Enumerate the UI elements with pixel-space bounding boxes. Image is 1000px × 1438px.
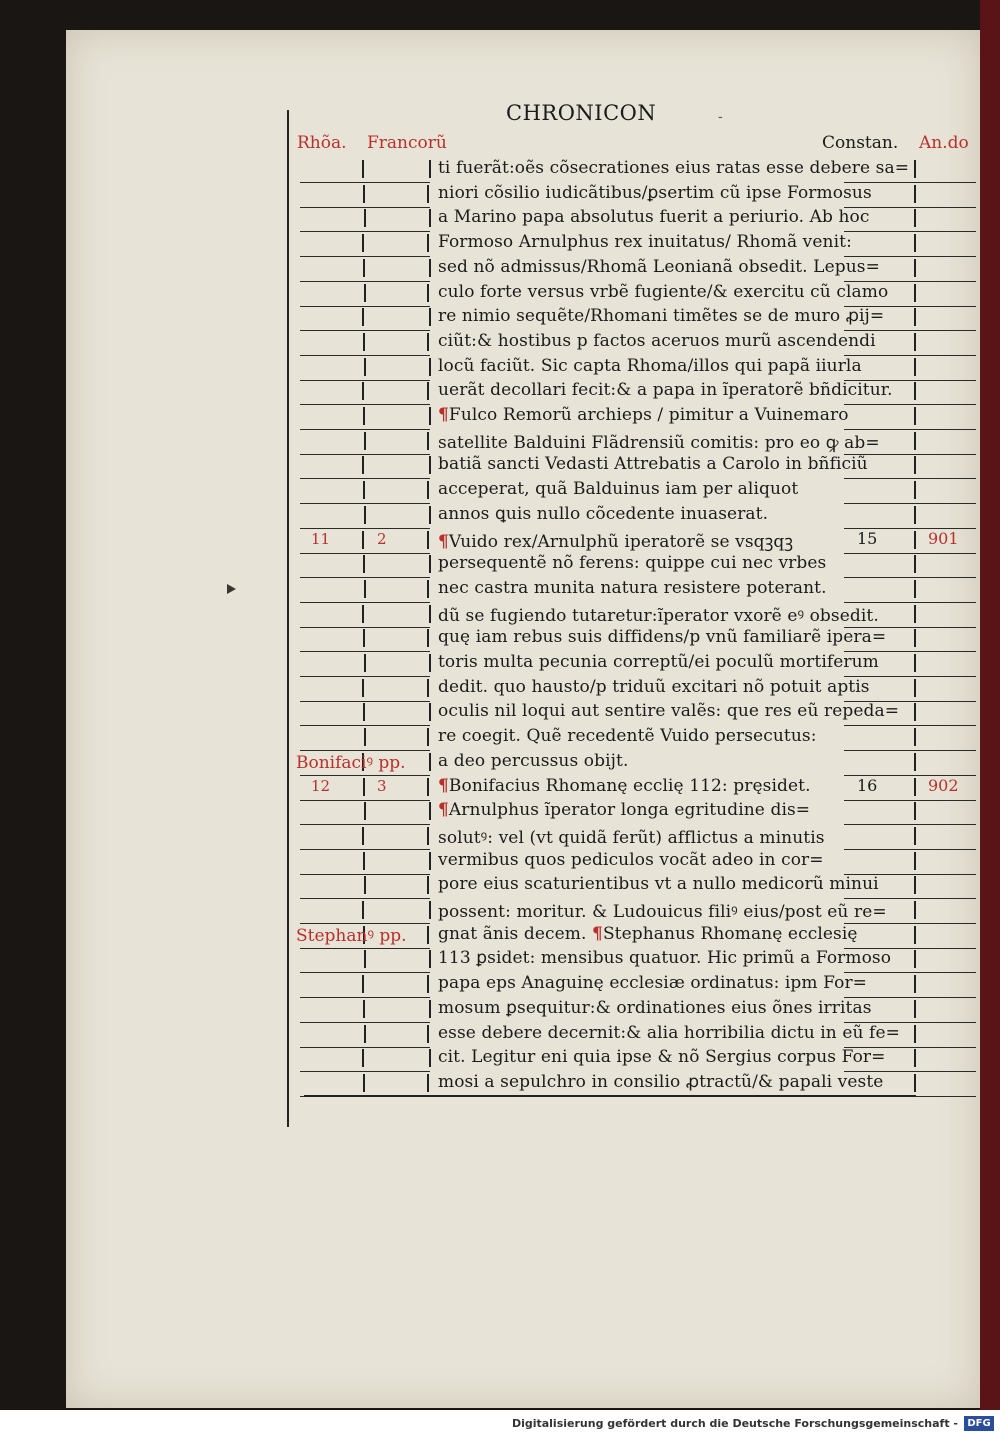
line-text: quę iam rebus suis diffidens/p vnũ familiarẽ ipera= (438, 627, 887, 648)
table-row (0, 675, 1000, 700)
chronicle-line (438, 603, 879, 626)
column-divider (429, 950, 431, 968)
column-divider (914, 654, 916, 672)
column-divider (429, 605, 431, 623)
table-row (0, 280, 1000, 305)
table-row (0, 996, 1000, 1021)
chronicle-line (438, 677, 870, 697)
pilcrow-icon: ¶ (438, 800, 449, 821)
column-divider (427, 234, 429, 252)
table-row (0, 971, 1000, 996)
chronicle-line (438, 454, 868, 474)
line-text: Bonifacius Rhomanę ecclię 112: pręsidet. (448, 775, 811, 796)
column-divider (363, 259, 365, 277)
column-divider (363, 333, 365, 351)
column-divider (914, 1074, 916, 1092)
line-text: Formoso Arnulphus rex inuitatus/ Rhomã venit: (438, 232, 852, 253)
line-text: re nimio sequẽte/Rhomani timẽtes se de muro ꝓij= (438, 306, 885, 327)
column-divider (914, 1025, 916, 1043)
table-row (0, 181, 1000, 206)
line-text: Fulco Remorũ archieps / pimitur a Vuinemaro (448, 405, 849, 425)
pilcrow-icon: ¶ (438, 531, 449, 552)
footer-text: Digitalisierung gefördert durch die Deutsche Forschungsgemeinschaft - (511, 1417, 958, 1430)
line-text: annos ꝗuis nullo cõcedente inuaserat. (438, 503, 769, 524)
column-header-francorum: Francorũ (367, 133, 447, 153)
line-text: a Marino papa absolutus fuerit a periurio. Ab hoc (438, 207, 870, 228)
column-divider (363, 481, 365, 499)
margin-note: Stephanꝰ pp. (296, 925, 407, 946)
chronicle-line (438, 529, 793, 552)
column-divider (364, 358, 366, 376)
column-divider (429, 753, 431, 771)
table-row (0, 699, 1000, 724)
column-divider (364, 209, 366, 227)
line-text: ciũt:& hostibus p factos aceruos murũ ascendendi (438, 330, 876, 351)
column-divider (362, 827, 364, 845)
line-text: locũ faciũt. Sic capta Rhoma/illos qui papã iiurla (438, 355, 862, 376)
column-divider (362, 308, 364, 326)
table-row (0, 502, 1000, 527)
column-divider (427, 185, 429, 203)
column-divider (914, 234, 916, 252)
column-divider (914, 407, 916, 425)
chronicle-line (438, 652, 879, 672)
column-divider (914, 852, 916, 870)
column-divider (914, 926, 916, 944)
chronicle-line (438, 899, 887, 922)
column-divider (364, 654, 366, 672)
column-divider (364, 876, 366, 894)
column-divider (914, 555, 916, 573)
table-row (0, 774, 1000, 799)
column-divider (914, 432, 916, 450)
table-row (0, 922, 1000, 947)
chronicle-line (438, 948, 891, 968)
column-divider (914, 629, 916, 647)
column-divider (427, 679, 429, 697)
chronicle-line (438, 356, 862, 376)
column-divider (914, 876, 916, 894)
chronicle-line (438, 479, 798, 499)
line-text: toris multa pecunia correptũ/ei poculũ mortiferum (438, 652, 879, 672)
column-divider (429, 456, 431, 474)
column-divider (914, 481, 916, 499)
column-divider (362, 160, 364, 178)
chronicle-line (438, 850, 824, 870)
pilcrow-icon: ¶ (438, 775, 449, 796)
column-divider (364, 1025, 366, 1043)
column-divider (427, 728, 429, 746)
column-divider (914, 827, 916, 845)
table-row (0, 527, 1000, 552)
chronicle-line (438, 405, 849, 425)
column-divider (429, 802, 431, 820)
column-divider (914, 728, 916, 746)
chronicle-line (438, 578, 827, 598)
column-divider (914, 456, 916, 474)
table-row (0, 378, 1000, 403)
line-text: dedit. quo hausto/p triduũ excitari nõ potuit aptis (438, 676, 870, 697)
table-row (0, 477, 1000, 502)
chronicle-line (438, 553, 826, 573)
table-row (0, 650, 1000, 675)
chronicle-line (438, 306, 884, 326)
column-divider (914, 284, 916, 302)
column-divider (427, 1025, 429, 1043)
column-divider (363, 629, 365, 647)
rhoa-year: 12 (311, 776, 331, 795)
column-divider (427, 382, 429, 400)
line-text: acceperat, quã Balduinus iam per aliquot (438, 479, 799, 500)
chronicle-line (438, 183, 872, 203)
chronicle-line (438, 627, 886, 647)
line-text: papa eps Anaguinę ecclesiæ ordinatus: ipm For= (438, 973, 868, 994)
column-divider (362, 382, 364, 400)
table-row (0, 1045, 1000, 1070)
page-mark: - (718, 109, 723, 125)
constan-year: 16 (857, 775, 878, 795)
column-divider (914, 703, 916, 721)
column-divider (427, 580, 429, 598)
column-divider (914, 382, 916, 400)
chronicle-line (438, 1072, 883, 1092)
line-text: uerãt decollari fecit:& a papa in ĩperatorẽ bñdicitur. (438, 380, 893, 401)
column-divider (429, 555, 431, 573)
column-divider (914, 531, 916, 549)
line-text: mosum ꝑsequitur:& ordinationes eius õnes irritas (438, 997, 872, 1018)
chronicle-line (438, 751, 628, 771)
table-row (0, 329, 1000, 354)
table-row (0, 230, 1000, 255)
column-header-anno: An.do (919, 133, 969, 153)
column-divider (429, 506, 431, 524)
chronicle-line (438, 331, 876, 351)
line-text: re coegit. Quẽ recedentẽ Vuido persecutus: (438, 726, 817, 747)
column-divider (914, 308, 916, 326)
column-divider (914, 679, 916, 697)
chronicle-line (438, 998, 872, 1018)
chronicle-line (438, 1047, 886, 1067)
chronicle-line (438, 924, 858, 944)
table-row (0, 452, 1000, 477)
margin-note: Bonifaciꝰ pp. (296, 752, 406, 773)
column-divider (363, 1000, 365, 1018)
table-row (0, 354, 1000, 379)
column-divider (364, 432, 366, 450)
column-divider (914, 259, 916, 277)
column-divider (427, 975, 429, 993)
pilcrow-icon: ¶ (592, 923, 603, 944)
line-text: Stephanus Rhomanę ecclesię (602, 923, 858, 944)
column-divider (429, 160, 431, 178)
line-text: esse debere decernit:& alia horribilia dictu in eũ fe= (438, 1022, 900, 1043)
chronicle-line (438, 257, 880, 277)
rhoa-year: 11 (311, 529, 331, 548)
column-divider (914, 605, 916, 623)
chronicle-line (438, 158, 909, 178)
table-row (0, 255, 1000, 280)
column-divider (427, 432, 429, 450)
column-divider (914, 802, 916, 820)
table-row (0, 625, 1000, 650)
column-divider (914, 506, 916, 524)
column-divider (364, 802, 366, 820)
column-divider (363, 185, 365, 203)
column-divider (363, 852, 365, 870)
column-divider (427, 284, 429, 302)
column-divider (362, 901, 364, 919)
column-divider (363, 407, 365, 425)
table-row (0, 205, 1000, 230)
line-text: mosi a sepulchro in consilio ꝓtractũ/& papali veste (438, 1071, 884, 1092)
chronicle-line (438, 1023, 900, 1043)
pilcrow-icon: ¶ (438, 405, 449, 425)
table-row (0, 749, 1000, 774)
line-text: ti fuerãt:oẽs cõsecrationes eius ratas esse debere sa= (438, 158, 910, 178)
bottom-rule (304, 1095, 916, 1097)
column-divider (914, 160, 916, 178)
chronicle-line (438, 430, 880, 453)
column-divider (429, 209, 431, 227)
column-divider (429, 901, 431, 919)
column-divider (427, 629, 429, 647)
line-text: satellite Balduini Flãdrensiũ comitis: pro eo ꝙ ab= (438, 432, 880, 453)
chronicle-line (438, 380, 893, 400)
column-divider (429, 852, 431, 870)
column-divider (363, 703, 365, 721)
table-row (0, 576, 1000, 601)
chronicle-line (438, 232, 852, 252)
column-divider (914, 1000, 916, 1018)
line-text: culo forte versus vrbẽ fugiente/& exercitu cũ clamo (438, 281, 889, 302)
column-divider (914, 778, 916, 796)
column-header-constan: Constan. (822, 133, 899, 153)
table-row (0, 823, 1000, 848)
line-text: pore eius scaturientibus vt a nullo medicorũ minui (438, 874, 879, 895)
column-divider (364, 950, 366, 968)
column-divider (914, 580, 916, 598)
column-divider (427, 333, 429, 351)
column-divider (427, 778, 429, 796)
column-divider (429, 1049, 431, 1067)
line-text: 113 ꝑsidet: mensibus quatuor. Hic primũ a Formoso (438, 948, 892, 969)
column-divider (364, 728, 366, 746)
chronicle-line (438, 504, 768, 524)
line-text: gnat ãnis decem. (438, 923, 587, 944)
line-text: cit. Legitur eni quia ipse & nõ Sergius corpus For= (438, 1047, 886, 1068)
anno-domini: 901 (928, 528, 959, 548)
column-divider (364, 580, 366, 598)
chronicle-line (438, 282, 888, 302)
page-title: CHRONICON (506, 101, 657, 125)
column-divider (429, 308, 431, 326)
column-divider (914, 975, 916, 993)
table-row (0, 304, 1000, 329)
line-text: Arnulphus ĩperator longa egritudine dis= (448, 800, 811, 821)
line-text: solutꝰ: vel (vt quidã ferũt) afflictus a minutis (438, 827, 825, 848)
table-row (0, 1070, 1000, 1095)
column-divider (427, 827, 429, 845)
line-text: sed nõ admissus/Rhomã Leonianã obsedit. Lepus= (438, 256, 880, 277)
column-divider (362, 679, 364, 697)
table-row (0, 428, 1000, 453)
column-divider (429, 259, 431, 277)
column-divider (362, 605, 364, 623)
column-divider (427, 1074, 429, 1092)
footer-bar (0, 1410, 1000, 1438)
column-divider (362, 975, 364, 993)
column-divider (914, 950, 916, 968)
column-divider (362, 456, 364, 474)
line-text: oculis nil loqui aut sentire valẽs: que res eũ repeda= (438, 701, 900, 722)
column-divider (914, 209, 916, 227)
line-text: a deo percussus obijt. (438, 750, 629, 771)
chronicle-line (438, 973, 867, 993)
column-divider (914, 753, 916, 771)
line-text: possent: moritur. & Ludouicus filiꝰ eius/post eũ re= (438, 902, 887, 922)
constan-year: 15 (857, 528, 878, 548)
table-row (0, 872, 1000, 897)
chronicle-line (438, 874, 879, 894)
column-divider (363, 555, 365, 573)
table-row (0, 403, 1000, 428)
chronicle-line (438, 207, 870, 227)
chronicle-line (438, 726, 817, 746)
table-row (0, 848, 1000, 873)
column-divider (364, 284, 366, 302)
table-row (0, 1021, 1000, 1046)
column-divider (364, 506, 366, 524)
line-text: niori cõsilio iudicãtibus/ꝑsertim cũ ipse Formosus (438, 182, 872, 203)
line-text: dũ se fugiendo tutaretur:ĩperator vxorẽ eꝰ obsedit. (438, 605, 879, 626)
table-row (0, 156, 1000, 181)
line-text: batiã sancti Vedasti Attrebatis a Carolo in bñficiũ (438, 454, 868, 475)
column-divider (427, 926, 429, 944)
column-divider (429, 407, 431, 425)
column-divider (362, 531, 364, 549)
line-text: vermibus quos pediculos vocãt adeo in cor= (438, 849, 824, 870)
column-divider (914, 358, 916, 376)
column-divider (362, 234, 364, 252)
chronicle-line (438, 701, 899, 721)
table-row (0, 798, 1000, 823)
column-divider (427, 481, 429, 499)
column-divider (363, 778, 365, 796)
anno-domini: 902 (928, 775, 959, 795)
column-divider (427, 876, 429, 894)
column-divider (914, 901, 916, 919)
column-divider (429, 358, 431, 376)
column-divider (362, 1049, 364, 1067)
chronicle-line (438, 776, 811, 796)
column-header-rhoa: Rhõa. (297, 133, 347, 153)
chronicle-line (438, 800, 810, 820)
table-row (0, 724, 1000, 749)
dfg-logo-icon: DFG (964, 1416, 994, 1431)
column-divider (363, 1074, 365, 1092)
column-divider (914, 333, 916, 351)
line-text: nec castra munita natura resistere poterant. (438, 577, 827, 598)
line-text: persequentẽ nõ ferens: quippe cui nec vrbes (438, 553, 827, 574)
column-divider (429, 654, 431, 672)
chronicle-line (438, 825, 825, 848)
table-row (0, 601, 1000, 626)
column-divider (914, 185, 916, 203)
column-divider (429, 703, 431, 721)
table-row (0, 551, 1000, 576)
column-divider (914, 1049, 916, 1067)
line-text: Vuido rex/Arnulphũ iperatorẽ se vsqꝫqꝫ (448, 531, 794, 552)
column-divider (427, 531, 429, 549)
francorum-year: 3 (377, 776, 387, 795)
table-row (0, 946, 1000, 971)
table-row (0, 897, 1000, 922)
francorum-year: 2 (377, 529, 387, 548)
column-divider (429, 1000, 431, 1018)
